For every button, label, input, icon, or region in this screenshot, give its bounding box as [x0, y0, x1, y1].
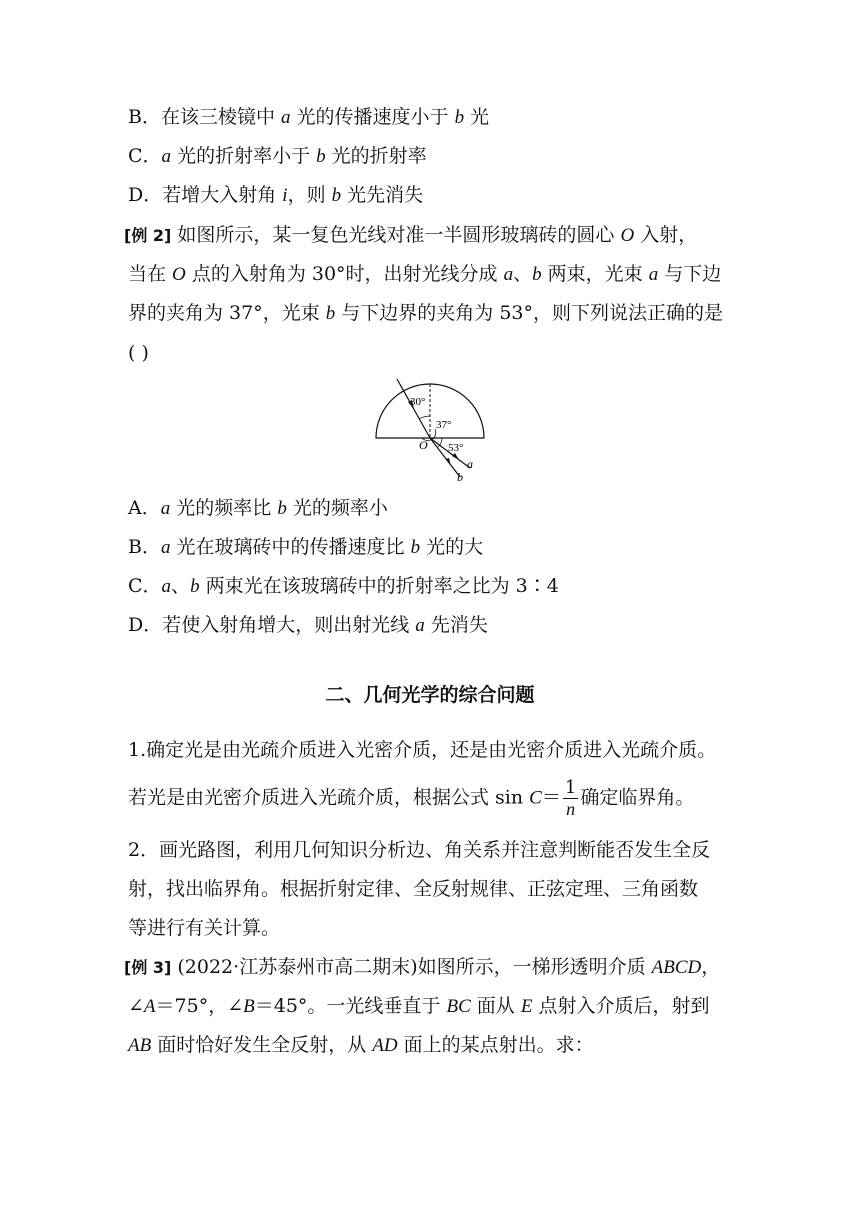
option-text: 光在玻璃砖中的传播速度比 — [170, 536, 411, 558]
option-text: B． — [128, 536, 161, 558]
option-text: 光的传播速度小于 — [290, 106, 455, 128]
var: AB — [128, 1035, 152, 1056]
text: 当在 — [128, 263, 173, 285]
var: ABCD — [651, 957, 702, 978]
option-text: C． — [128, 575, 162, 597]
example-tag: [例 3] — [124, 958, 172, 977]
var: BC — [446, 996, 471, 1017]
text: 点射入介质后，射到 — [532, 995, 710, 1017]
angle-53-label: 53° — [448, 442, 464, 454]
text: 界的夹角为 37°，光束 — [128, 302, 326, 324]
text: 点的入射角为 30°时，出射光线分成 — [185, 263, 504, 285]
paragraph-2-line-1 — [128, 836, 710, 864]
text: 射，找出临界角。根据折射定律、全反射规律、正弦定理、三角函数 — [128, 878, 699, 900]
option-text: 光的频率比 — [170, 497, 278, 519]
text: (2022·江苏泰州市高二期末)如图所示，一梯形透明介质 — [171, 956, 652, 978]
example-2-line-2 — [128, 260, 721, 289]
text: 如图所示，某一复色光线对准一半圆形玻璃砖的圆心 — [171, 224, 621, 246]
var: a — [503, 264, 514, 285]
var: b — [532, 264, 542, 285]
text: ∠ — [128, 995, 144, 1017]
option-text: 光的频率小 — [286, 497, 388, 519]
var: b — [331, 185, 342, 206]
text: ( ) — [128, 342, 149, 364]
option-b-1 — [128, 103, 489, 132]
option-d-1 — [128, 181, 423, 210]
text: 等进行有关计算。 — [128, 917, 281, 939]
example-tag: [例 2] — [124, 226, 172, 245]
var: O — [172, 264, 186, 285]
text: 面上的某点射出。求： — [397, 1034, 594, 1056]
option-text: D．若使入射角增大，则出射光线 — [128, 614, 416, 636]
text: 与下边界的夹角为 53°，则下列说法正确的是 — [335, 302, 724, 324]
option-b-2 — [128, 533, 483, 562]
answer-blank — [128, 339, 149, 367]
paragraph-1-line-2 — [128, 778, 694, 819]
option-c-2 — [128, 572, 559, 601]
var: a — [161, 146, 172, 167]
option-text: C． — [128, 145, 162, 167]
text: ＝ — [541, 786, 561, 809]
var: a — [648, 264, 659, 285]
text: 面从 — [470, 995, 521, 1017]
example-2-line-3 — [128, 299, 723, 328]
numerator: 1 — [564, 777, 577, 798]
var: a — [160, 537, 171, 558]
var: b — [325, 303, 336, 324]
paragraph-2-line-2 — [128, 875, 698, 903]
arc-30 — [419, 416, 430, 419]
text: 面时恰好发生全反射，从 — [151, 1034, 373, 1056]
text: 2．画光路图，利用几何知识分析边、角关系并注意判断能否发生全反 — [128, 839, 711, 861]
example-2-line-1 — [124, 221, 697, 250]
option-text: B．在该三棱镜中 — [128, 106, 282, 128]
var: b — [410, 537, 421, 558]
semicircle-glass-figure — [370, 367, 490, 487]
text: 确定临界角。 — [580, 786, 695, 809]
text: 与下边 — [658, 263, 722, 285]
text: 入射， — [634, 224, 698, 246]
var: AD — [372, 1035, 398, 1056]
var: A — [143, 996, 156, 1017]
option-text: 光先消失 — [341, 184, 424, 206]
var: C — [529, 787, 542, 809]
text: 两束，光束 — [541, 263, 649, 285]
option-text: 光的折射率小于 — [171, 145, 317, 167]
ray-b-label: b — [457, 470, 463, 484]
ray-a-label: a — [467, 457, 473, 471]
angle-37-label: 37° — [436, 419, 452, 431]
option-text: ，则 — [287, 184, 332, 206]
var: B — [243, 996, 255, 1017]
option-a-2 — [128, 494, 388, 523]
var: a — [160, 498, 171, 519]
angle-30-label: 30° — [410, 396, 426, 408]
var: O — [620, 225, 635, 246]
option-text: A． — [128, 497, 161, 519]
option-text: D．若增大入射角 — [128, 184, 283, 206]
option-d-2 — [128, 611, 488, 640]
option-text: 先消失 — [424, 614, 488, 636]
option-text: 光 — [464, 106, 490, 128]
var: a — [161, 576, 172, 597]
example-3-line-3 — [128, 1031, 594, 1060]
point-O-label: O — [419, 438, 428, 452]
fraction — [563, 778, 578, 819]
arrow-a — [452, 453, 459, 460]
option-text: 光的折射率 — [325, 145, 427, 167]
var: a — [415, 615, 425, 636]
text: ＝75°，∠ — [155, 995, 244, 1017]
option-c-1 — [128, 142, 427, 171]
text: 1.确定光是由光疏介质进入光密介质，还是由光密介质进入光疏介质。 — [128, 739, 717, 761]
var: b — [316, 146, 326, 167]
incident-ray — [397, 379, 430, 438]
paragraph-1-line-1 — [128, 736, 716, 764]
option-text: 、 — [171, 575, 191, 597]
var: i — [282, 185, 288, 206]
var: E — [520, 996, 533, 1017]
option-text: 光的大 — [420, 536, 484, 558]
example-3-line-2 — [128, 992, 710, 1021]
denominator: n — [566, 799, 576, 819]
paragraph-2-line-3 — [128, 914, 280, 942]
option-text: 两束光在该玻璃砖中的折射率之比为 3∶4 — [199, 575, 559, 597]
var: b — [277, 498, 287, 519]
arrow-b — [446, 458, 451, 466]
text: ＝45°。一光线垂直于 — [254, 995, 447, 1017]
example-3-line-1 — [124, 953, 720, 982]
var: b — [190, 576, 200, 597]
text: 若光是由光密介质进入光疏介质，根据公式 sin — [128, 786, 530, 809]
text: 、 — [513, 263, 533, 285]
text: ， — [701, 956, 721, 978]
var: a — [281, 107, 291, 128]
var: b — [454, 107, 465, 128]
section-heading: 二、几何光学的综合问题 — [325, 684, 535, 706]
